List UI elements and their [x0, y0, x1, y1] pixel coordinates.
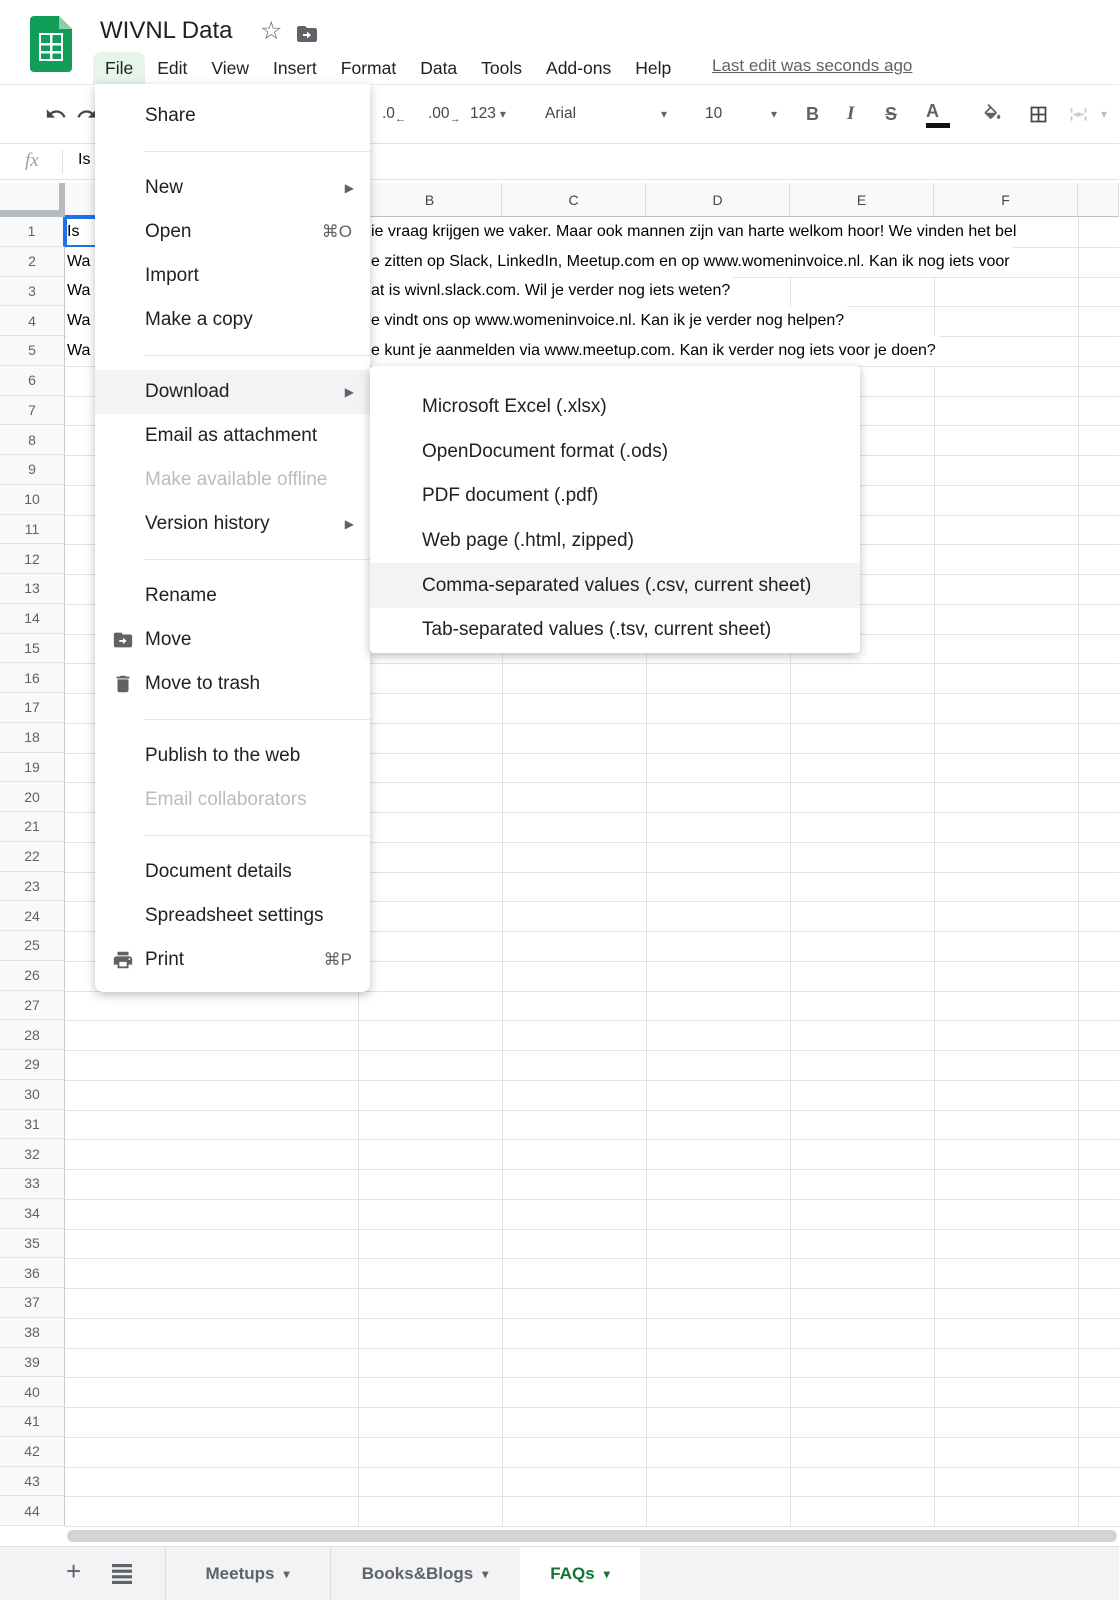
cell-text-row2[interactable]: e zitten op Slack, LinkedIn, Meetup.com en op www.womeninvoice.nl. Kan ik nog iets voor: [371, 247, 1013, 277]
submenu-arrow-icon: ▶: [344, 517, 354, 531]
chevron-down-icon: ▾: [499, 107, 506, 121]
menu-item-move[interactable]: Move: [95, 618, 370, 662]
increase-decimals-button[interactable]: .00 →: [428, 105, 461, 125]
row-header-35[interactable]: 35: [0, 1229, 65, 1259]
menu-item-rename[interactable]: Rename: [145, 585, 217, 606]
menu-divider: [95, 822, 370, 850]
menu-item-share[interactable]: Share: [145, 105, 196, 126]
row-header-6[interactable]: 6: [0, 366, 65, 396]
row-header-20[interactable]: 20: [0, 782, 65, 812]
menu-divider: [95, 138, 370, 166]
row-header-29[interactable]: 29: [0, 1050, 65, 1080]
undo-icon[interactable]: [45, 85, 67, 143]
row-header-8[interactable]: 8: [0, 425, 65, 455]
row-header-27[interactable]: 27: [0, 991, 65, 1021]
column-header-f[interactable]: F: [934, 183, 1078, 217]
row-header-26[interactable]: 26: [0, 961, 65, 991]
sheet-tab-bar: [0, 1546, 1119, 1600]
row-header-18[interactable]: 18: [0, 723, 65, 753]
chevron-down-icon: ▾: [283, 1567, 290, 1581]
menu-item-open[interactable]: Open ⌘O: [145, 221, 352, 242]
more-formats-button[interactable]: 123 ▾: [470, 105, 506, 122]
menu-edit[interactable]: Edit: [157, 57, 188, 78]
row-header-21[interactable]: 21: [0, 812, 65, 842]
menu-help[interactable]: Help: [635, 57, 672, 78]
fx-icon: fx: [25, 150, 39, 171]
row-header-36[interactable]: 36: [0, 1258, 65, 1288]
cell-text-row5[interactable]: e kunt je aanmelden via www.meetup.com. Kan ik verder nog iets voor je doen?: [371, 336, 939, 366]
cell-text-row3[interactable]: at is wivnl.slack.com. Wil je verder nog iets weten?: [371, 277, 733, 307]
row-header-15[interactable]: 15: [0, 634, 65, 664]
submenu-arrow-icon: ▶: [344, 385, 354, 399]
row-header-14[interactable]: 14: [0, 604, 65, 634]
sheets-logo: [30, 16, 72, 72]
row-header-9[interactable]: 9: [0, 455, 65, 485]
row-header-34[interactable]: 34: [0, 1199, 65, 1229]
cell-fragment-colA-row4[interactable]: Wa: [67, 306, 95, 336]
left-arrow-icon: ←: [394, 113, 406, 125]
row-header-3[interactable]: 3: [0, 277, 65, 307]
cell-fragment-colA-row2[interactable]: Wa: [67, 247, 95, 277]
download-option-pdf-document-pdf[interactable]: PDF document (.pdf): [422, 485, 599, 507]
sheet-tab-books-blogs[interactable]: Books&Blogs ▾: [361, 1564, 489, 1583]
row-header-40[interactable]: 40: [0, 1377, 65, 1407]
row-header-28[interactable]: 28: [0, 1020, 65, 1050]
column-header-partial[interactable]: [1078, 183, 1119, 217]
download-option-tab-separated-values-tsv-current-sheet[interactable]: Tab-separated values (.tsv, current sheet): [422, 619, 772, 641]
add-sheet-icon[interactable]: +: [66, 1556, 82, 1586]
row-header-32[interactable]: 32: [0, 1139, 65, 1169]
menu-item-new[interactable]: New ▶: [145, 177, 354, 198]
menu-tools[interactable]: Tools: [481, 57, 523, 78]
chevron-down-icon: ▾: [603, 1567, 610, 1581]
menu-item-email-collaborators[interactable]: Email collaborators: [145, 789, 307, 810]
row-header-23[interactable]: 23: [0, 872, 65, 902]
shortcut-label: ⌘O: [321, 222, 352, 241]
merge-cells-icon[interactable]: [1068, 85, 1089, 143]
font-name-select[interactable]: Arial ▾: [545, 105, 667, 122]
document-title[interactable]: WIVNL Data: [100, 17, 233, 44]
star-icon[interactable]: ☆: [260, 17, 283, 45]
menu-format[interactable]: Format: [340, 57, 397, 78]
select-all-corner[interactable]: [0, 183, 65, 217]
cell-fragment-colA-row3[interactable]: Wa: [67, 277, 95, 307]
cell-text-row1[interactable]: ie vraag krijgen we vaker. Maar ook mannen zijn van harte welkom hoor! We vinden het bel: [371, 217, 1019, 247]
menu-data[interactable]: Data: [420, 57, 458, 78]
borders-icon[interactable]: [1028, 85, 1049, 143]
file-menu: [95, 84, 370, 992]
row-header-41[interactable]: 41: [0, 1407, 65, 1437]
formula-bar-value: Is: [78, 151, 91, 168]
menu-item-make-a-copy[interactable]: Make a copy: [145, 309, 253, 330]
italic-button[interactable]: I: [847, 103, 855, 124]
row-header-22[interactable]: 22: [0, 842, 65, 872]
menu-item-download[interactable]: Download ▶: [95, 370, 370, 414]
text-color-button[interactable]: A: [926, 85, 950, 143]
row-header-24[interactable]: 24: [0, 901, 65, 931]
menu-item-move-to-trash[interactable]: Move to trash: [95, 662, 370, 706]
row-header-42[interactable]: 42: [0, 1437, 65, 1467]
right-arrow-icon: →: [449, 113, 461, 125]
download-submenu: [370, 366, 860, 653]
submenu-arrow-icon: ▶: [344, 181, 354, 195]
menu-bar: [93, 52, 683, 84]
menu-item-make-available-offline[interactable]: Make available offline: [145, 469, 328, 490]
download-option-microsoft-excel-xlsx[interactable]: Microsoft Excel (.xlsx): [422, 396, 607, 418]
menu-add-ons[interactable]: Add-ons: [546, 57, 612, 78]
menu-item-print[interactable]: Print ⌘P: [95, 938, 370, 982]
fill-color-icon[interactable]: [982, 85, 1003, 143]
menu-divider: [95, 706, 370, 734]
row-header-12[interactable]: 12: [0, 544, 65, 574]
row-header-11[interactable]: 11: [0, 515, 65, 545]
row-header-38[interactable]: 38: [0, 1318, 65, 1348]
move-folder-icon[interactable]: [294, 22, 320, 46]
sheet-tab-meetups[interactable]: Meetups ▾: [205, 1564, 290, 1583]
chevron-down-icon: ▾: [482, 1567, 489, 1581]
cell-text-row4[interactable]: e vindt ons op www.womeninvoice.nl. Kan ik je verder nog helpen?: [371, 306, 847, 336]
menu-item-spreadsheet-settings[interactable]: Spreadsheet settings: [145, 905, 324, 926]
font-size-select[interactable]: 10 ▾: [705, 105, 777, 122]
bold-button[interactable]: B: [806, 103, 819, 124]
chevron-down-icon: ▾: [660, 107, 667, 121]
row-header-31[interactable]: 31: [0, 1110, 65, 1140]
cell-fragment-colA-row1[interactable]: Is: [67, 217, 95, 247]
chevron-down-icon: ▾: [770, 107, 777, 121]
menu-item-email-as-attachment[interactable]: Email as attachment: [145, 425, 318, 446]
row-header-4[interactable]: 4: [0, 306, 65, 336]
row-header-37[interactable]: 37: [0, 1288, 65, 1318]
row-header-39[interactable]: 39: [0, 1348, 65, 1378]
horizontal-scrollbar[interactable]: [67, 1530, 1117, 1542]
row-header-33[interactable]: 33: [0, 1169, 65, 1199]
menu-item-publish-to-the-web[interactable]: Publish to the web: [145, 745, 301, 766]
shortcut-label: ⌘P: [323, 950, 352, 969]
row-header-30[interactable]: 30: [0, 1080, 65, 1110]
row-header-43[interactable]: 43: [0, 1467, 65, 1497]
row-header-2[interactable]: 2: [0, 247, 65, 277]
row-header-19[interactable]: 19: [0, 753, 65, 783]
row-header-7[interactable]: 7: [0, 396, 65, 426]
menu-divider: [95, 342, 370, 370]
row-header-10[interactable]: 10: [0, 485, 65, 515]
strikethrough-button[interactable]: S: [885, 103, 898, 124]
cell-fragment-colA-row5[interactable]: Wa: [67, 336, 95, 366]
menu-file[interactable]: File: [93, 52, 145, 84]
menu-view[interactable]: View: [211, 57, 249, 78]
download-option-web-page-html-zipped[interactable]: Web page (.html, zipped): [422, 530, 634, 552]
all-sheets-icon[interactable]: [110, 1563, 134, 1585]
menu-item-version-history[interactable]: Version history ▶: [145, 513, 354, 534]
column-header-c[interactable]: C: [502, 183, 646, 217]
column-header-b[interactable]: B: [358, 183, 502, 217]
menu-insert[interactable]: Insert: [272, 57, 317, 78]
sheet-tab-faqs[interactable]: FAQs ▾: [520, 1547, 640, 1600]
last-edit-status[interactable]: Last edit was seconds ago: [712, 56, 913, 75]
download-option-opendocument-format-ods[interactable]: OpenDocument format (.ods): [422, 440, 669, 462]
toolbar-overflow-caret[interactable]: ▾: [1101, 107, 1108, 121]
row-header-17[interactable]: 17: [0, 693, 65, 723]
download-option-comma-separated-values-csv-current-sheet[interactable]: Comma-separated values (.csv, current sheet): [370, 563, 860, 608]
row-header-16[interactable]: 16: [0, 663, 65, 693]
menu-divider: [95, 546, 370, 574]
column-header-e[interactable]: E: [790, 183, 934, 217]
row-header-44[interactable]: 44: [0, 1496, 65, 1526]
decrease-decimals-button[interactable]: .0 ←: [382, 105, 406, 125]
row-header-13[interactable]: 13: [0, 574, 65, 604]
menu-item-document-details[interactable]: Document details: [145, 861, 292, 882]
menu-item-import[interactable]: Import: [145, 265, 199, 286]
row-header-25[interactable]: 25: [0, 931, 65, 961]
row-header-1[interactable]: 1: [0, 217, 65, 247]
row-header-5[interactable]: 5: [0, 336, 65, 366]
column-header-d[interactable]: D: [646, 183, 790, 217]
